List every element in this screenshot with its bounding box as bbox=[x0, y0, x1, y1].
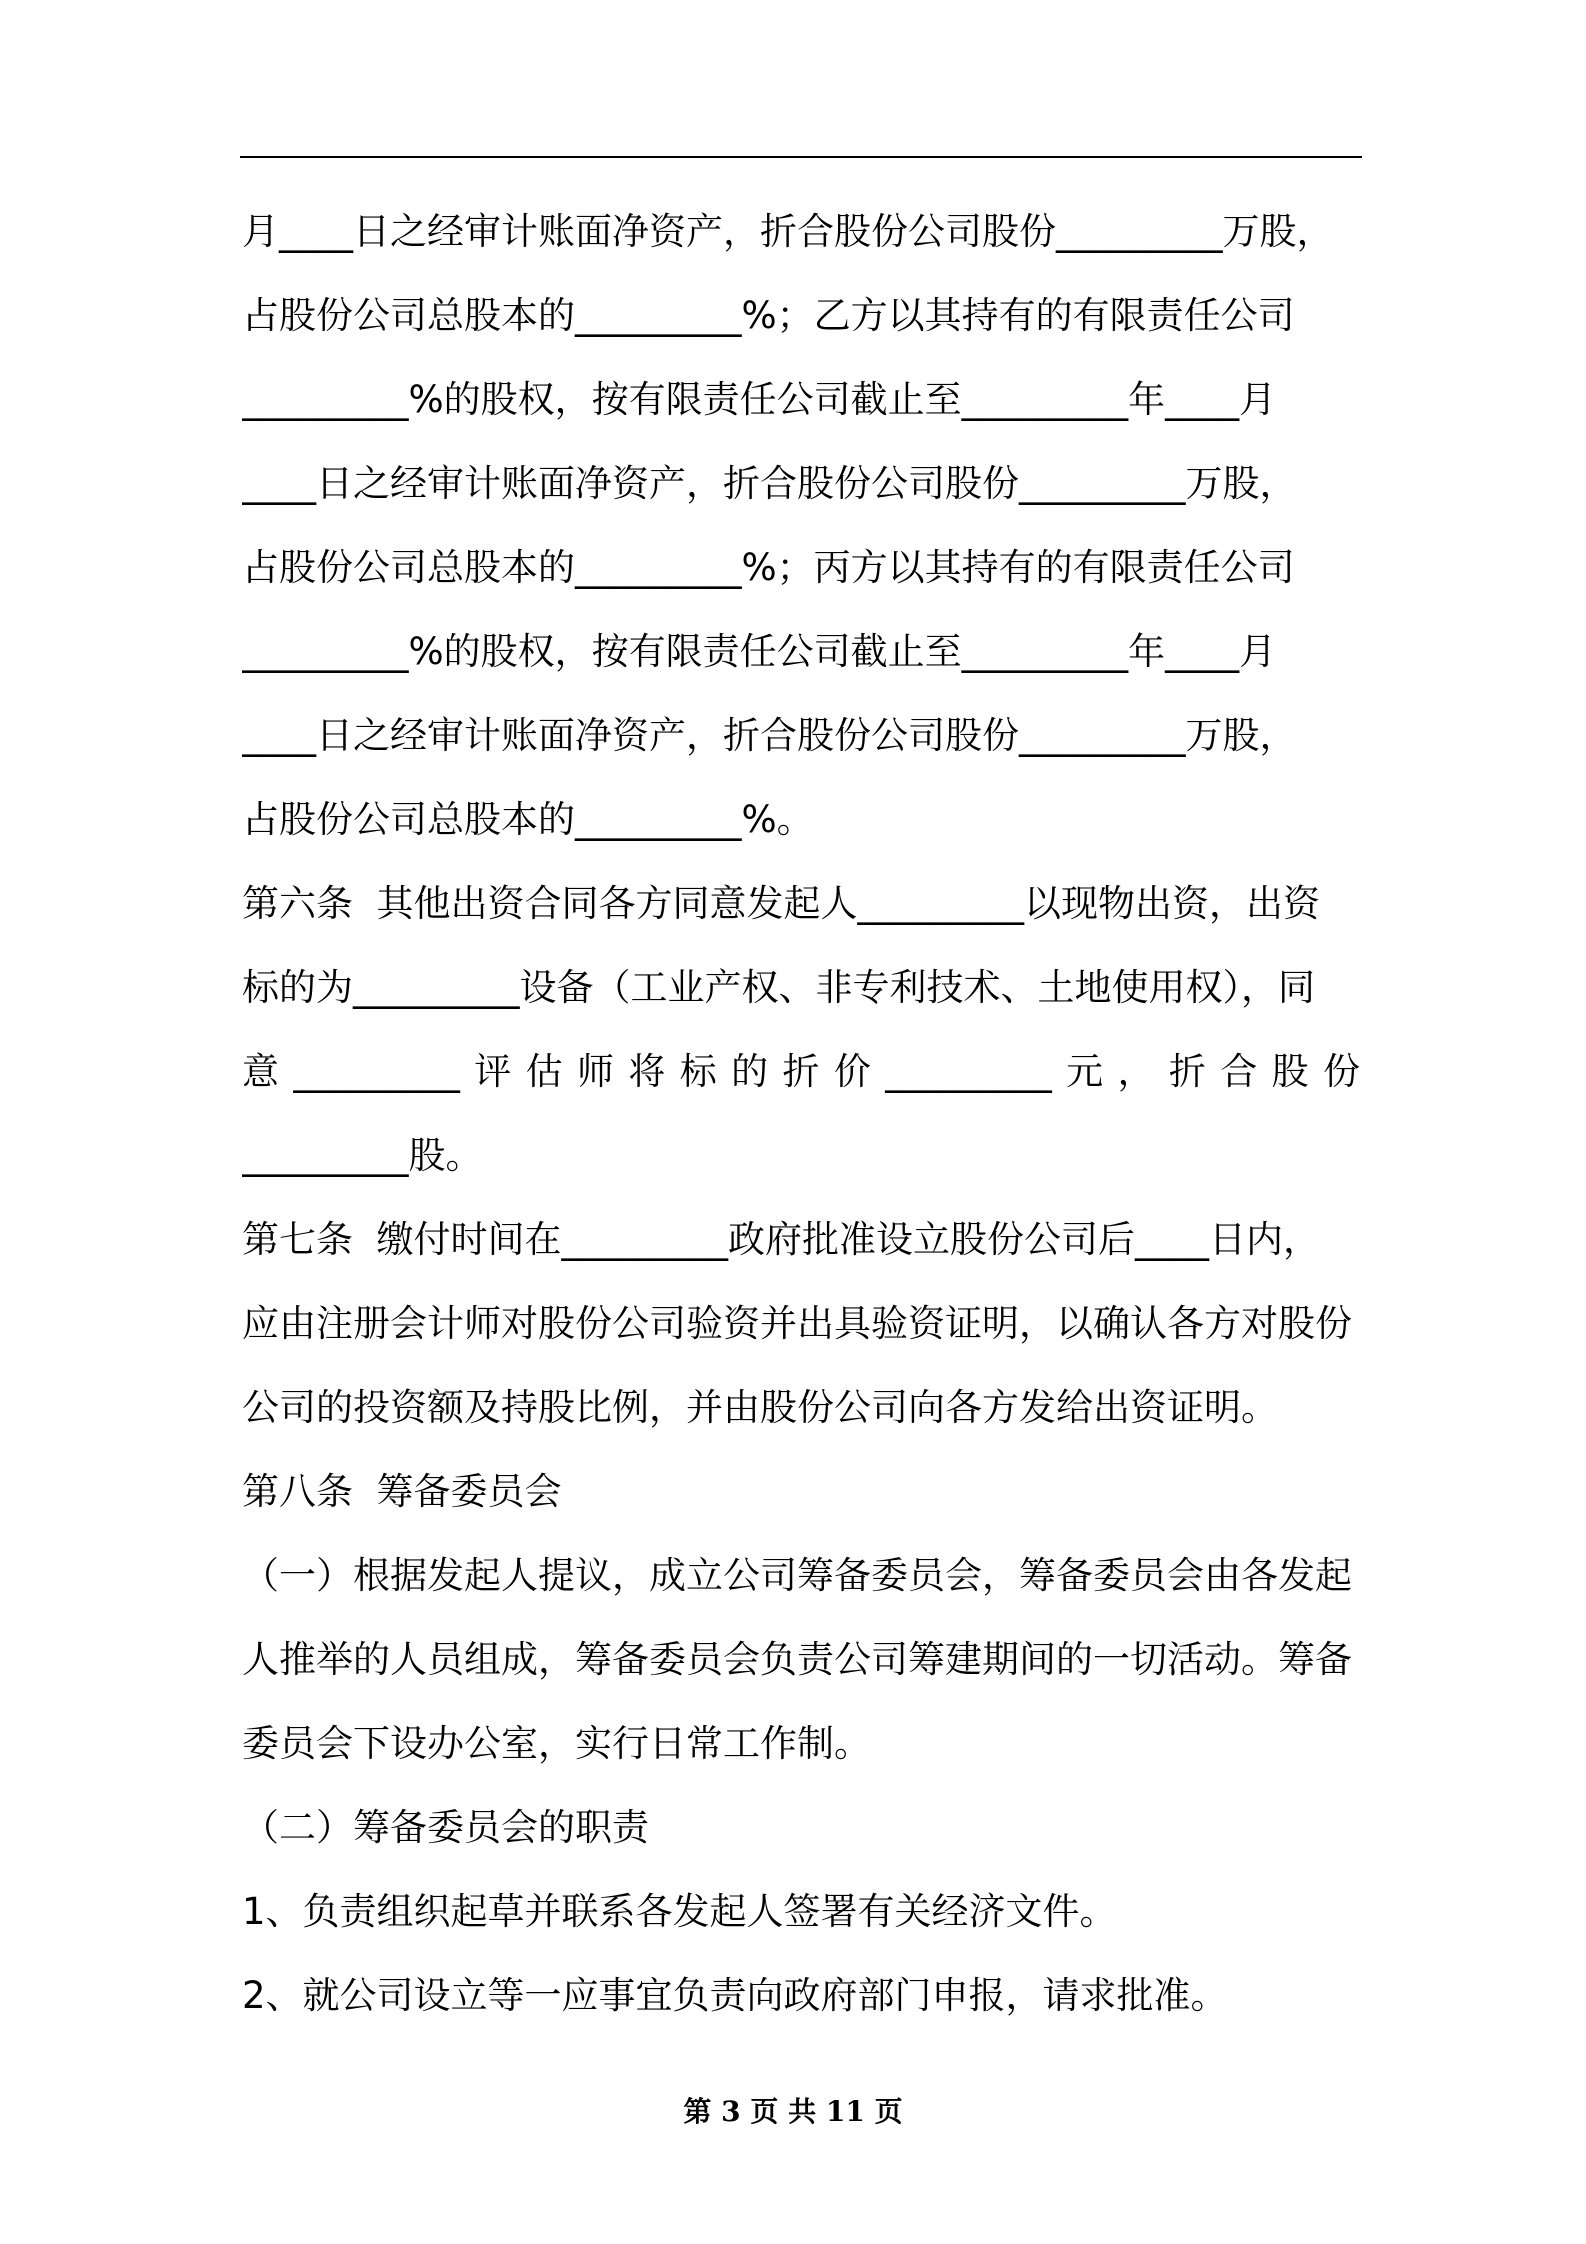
text-segment: 将 bbox=[628, 1050, 666, 1093]
header-rule bbox=[240, 156, 1362, 158]
subsection-heading-line: （二）筹备委员会的职责 bbox=[242, 1806, 649, 1849]
text-line: 月____日之经审计账面净资产，折合股份公司股份_________万股， bbox=[242, 210, 1334, 253]
article-6-heading-line: 第六条 其他出资合同各方同意发起人_________以现物出资，出资 bbox=[242, 882, 1321, 925]
text-segment: 元 bbox=[1066, 1050, 1104, 1093]
text-line: 占股份公司总股本的_________%。 bbox=[242, 798, 814, 841]
text-line: 标的为_________设备（工业产权、非专利技术、土地使用权），同 bbox=[242, 966, 1315, 1009]
justified-text-line bbox=[242, 1030, 1360, 1114]
text-segment: 的 bbox=[731, 1050, 769, 1093]
text-segment: ， bbox=[1117, 1050, 1155, 1093]
text-segment: 价 bbox=[833, 1050, 871, 1093]
text-line: （一）根据发起人提议，成立公司筹备委员会，筹备委员会由各发起 bbox=[242, 1554, 1352, 1597]
text-line: _________股。 bbox=[242, 1134, 483, 1177]
text-segment: 折 bbox=[1168, 1050, 1206, 1093]
text-segment: 师 bbox=[577, 1050, 614, 1093]
text-line: 应由注册会计师对股份公司验资并出具验资证明，以确认各方对股份 bbox=[242, 1302, 1352, 1345]
blank-segment: _________ bbox=[293, 1050, 460, 1093]
document-body bbox=[242, 190, 1360, 2038]
article-8-heading-line: 第八条 筹备委员会 bbox=[242, 1470, 562, 1513]
text-line: ____日之经审计账面净资产，折合股份公司股份_________万股， bbox=[242, 714, 1297, 757]
text-segment: 折 bbox=[782, 1050, 820, 1093]
article-7-heading-line: 第七条 缴付时间在_________政府批准设立股份公司后____日内， bbox=[242, 1218, 1321, 1261]
text-segment: 评 bbox=[474, 1050, 512, 1093]
text-segment: 估 bbox=[525, 1050, 563, 1093]
blank-segment: _________ bbox=[885, 1050, 1052, 1093]
text-line: 占股份公司总股本的_________%；丙方以其持有的有限责任公司 bbox=[242, 546, 1295, 589]
text-line: 人推举的人员组成，筹备委员会负责公司筹建期间的一切活动。筹备 bbox=[242, 1638, 1352, 1681]
text-line: _________%的股权，按有限责任公司截止至_________年____月 bbox=[242, 378, 1277, 421]
text-segment: 股 bbox=[1271, 1050, 1309, 1093]
text-line: 公司的投资额及持股比例，并由股份公司向各方发给出资证明。 bbox=[242, 1386, 1278, 1429]
text-line: ____日之经审计账面净资产，折合股份公司股份_________万股， bbox=[242, 462, 1297, 505]
text-line: _________%的股权，按有限责任公司截止至_________年____月 bbox=[242, 630, 1277, 673]
list-item: 1、负责组织起草并联系各发起人签署有关经济文件。 bbox=[242, 1890, 1117, 1933]
list-item: 2、就公司设立等一应事宜负责向政府部门申报，请求批准。 bbox=[242, 1974, 1228, 2017]
text-line: 委员会下设办公室，实行日常工作制。 bbox=[242, 1722, 871, 1765]
text-segment: 合 bbox=[1220, 1050, 1258, 1093]
text-segment: 标 bbox=[679, 1050, 717, 1093]
page-number-footer: 第 3 页 共 11 页 bbox=[683, 2095, 903, 2128]
text-segment: 份 bbox=[1323, 1050, 1360, 1093]
text-segment: 意 bbox=[242, 1050, 279, 1093]
text-line: 占股份公司总股本的_________%；乙方以其持有的有限责任公司 bbox=[242, 294, 1295, 337]
